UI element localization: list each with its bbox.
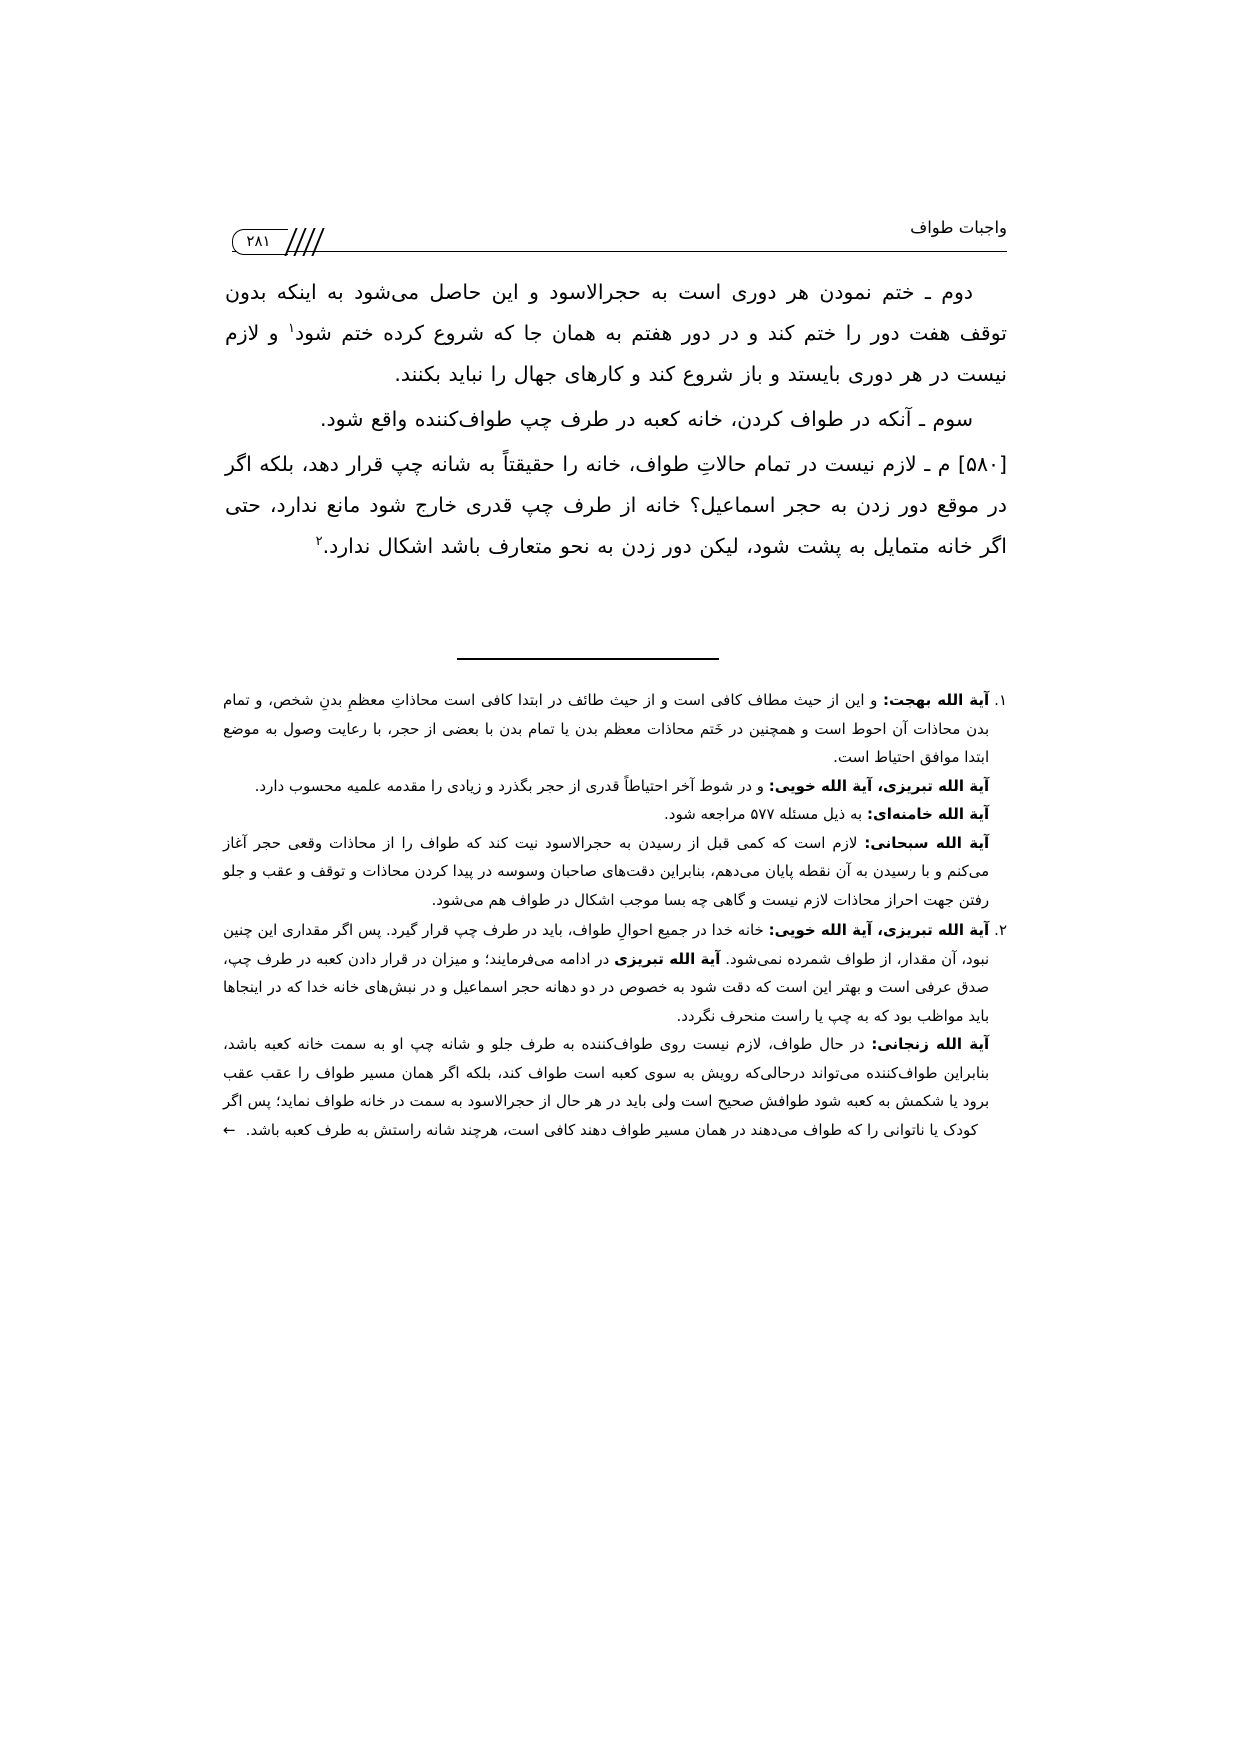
footnote-entry-tabrizi-khoei-2-text-2: در ادامه می‌فرمایند؛ و میزان در قرار دادن کعبه در طرف چپ، صدق عرفی است و بهتر این است که دقت شود به خصوص در دو دهانه حجر اسماعیل و در نبش‌های خانه خدا که در اینجاها باید مواظب بود که به چپ یا راست منحرف نگردد.: [223, 949, 990, 1025]
footnote-entry-bahjat: [223, 686, 989, 772]
footnote-body-1: [223, 686, 989, 914]
authority-name-tabrizi-inline: آیة الله تبریزی: [614, 949, 721, 968]
footnote-marker-2: ۲.: [994, 921, 1007, 939]
footnote-area: [223, 686, 1007, 1146]
authority-name-khamenei: آیة الله خامنه‌ای:: [867, 805, 990, 823]
footnote-entry-bahjat-text: و این از حیث مطاف کافی است و از حیث طائف در ابتدا کافی است محاذاتِ معظمِ بدنِ شخص، و تمام بدن محاذات آن احوط است و همچنین در خَتم محاذات معظم بدن یا تمام بدن با بعضی از حجر، با رعایت وصول به موضع ابتدا موافق احتیاط است.: [223, 691, 990, 766]
footnote-body-2: [223, 916, 989, 1144]
continuation-arrow-icon: ←: [223, 1120, 236, 1139]
footnote-entry-tabrizi-khoei-1: [223, 772, 989, 801]
header-rule: [232, 251, 1007, 252]
paragraph-sevom-text: سوم ـ آنکه در طواف کردن، خانه کعبه در طرف چپ طواف‌کننده واقع شود.: [320, 407, 973, 431]
footnote-ref-1[interactable]: ۱: [287, 321, 295, 337]
authority-name-bahjat: آیة الله بهجت:: [882, 691, 990, 709]
footnote-ref-2[interactable]: ۲: [315, 534, 323, 550]
paragraph-masala-580-text: [۵۸۰] م ـ لازم نیست در تمام حالاتِ طواف، خانه را حقیقتاً به شانه چپ قرار دهد، بلکه اگر در موقع دور زدن به حجر اسماعیل؟ خانه از طرف چپ قدری خارج شود مانع ندارد، حتی اگر خانه متمایل به پشت شود، لیکن دور زدن به نحو متعارف باشد اشکال ندارد.: [225, 452, 1007, 558]
footnote-entry-sobhani: [223, 829, 989, 915]
authority-name-tabrizi-khoei-1: آیة الله تبریزی، آیة الله خویی:: [768, 776, 990, 795]
page-header: [232, 218, 1007, 264]
paragraph-sevom: [225, 399, 1007, 440]
footnote-item-1: [223, 686, 1007, 914]
running-head-title: واجبات طواف: [910, 218, 1007, 237]
footnote-marker-1: ۱.: [994, 691, 1007, 709]
folio-tab: [232, 229, 288, 255]
folio-marker: [232, 228, 328, 256]
authority-name-tabrizi-khoei-2: آیة الله تبریزی، آیة الله خویی:: [768, 921, 990, 939]
footnote-entry-khamenei: [223, 800, 989, 829]
footnote-item-2: [223, 916, 1007, 1144]
footnote-entry-zanjani: [223, 1030, 989, 1144]
footnote-separator: [457, 658, 719, 660]
paragraph-masala-580: [225, 444, 1007, 567]
decorative-slashes-icon: [288, 228, 330, 256]
page-number: ۲۸۱: [246, 231, 271, 250]
footnote-entry-tabrizi-khoei-1-text: و در شوط آخر احتیاطاً قدری از حجر بگذرد و زیادی را مقدمه علمیه محسوب دارد.: [254, 776, 769, 795]
paragraph-dovom: [225, 272, 1007, 395]
footnote-entry-tabrizi-khoei-2-text: خانه خدا در جمیع احوالِ طواف، باید در طرف چپ قرار گیرد. پس اگر مقداری این چنین نبود، آن مقدار، از طواف شمرده نمی‌شود.: [223, 921, 990, 968]
footnote-entry-sobhani-text: لازم است که کمی قبل از رسیدن به حجرالاسود نیت کند که طواف را از محاذات وقعی حجر آغاز می‌کنم و با رسیدن به آن نقطه پایان می‌دهم، بنابراین دقت‌های صاحبان وسوسه در پیدا کردن محاذات و توقف و عقب و جلو رفتن جهت احراز محاذات لازم نیست و گاهی چه بسا موجب اشکال در طواف هم می‌شود.: [223, 833, 990, 909]
authority-name-zanjani: آیة الله زنجانی:: [871, 1035, 990, 1053]
main-body: [225, 272, 1007, 571]
footnote-entry-khamenei-text: به ذیل مسئله ۵۷۷ مراجعه شود.: [664, 805, 867, 823]
authority-name-sobhani: آیة الله سبحانی:: [864, 833, 990, 852]
paragraph-dovom-text-after: و لازم نیست در هر دوری بایستد و باز شروع کند و کارهای جهال را نباید بکنند.: [225, 321, 1007, 386]
footnote-entry-zanjani-text: در حال طواف، لازم نیست روی طواف‌کننده به طرف جلو و شانه چپ او به سمت خانه کعبه باشد، بنابراین طواف‌کننده می‌تواند درحالی‌که رویش به سوی کعبه است طواف کند، بلکه اگر همان مسیر طواف را عقب عقب برود یا شکمش به کعبه شود طوافش صحیح است ولی باید در هر حال از حجرالاسود به سمت در خانه طواف نماید؛ پس اگر کودک یا ناتوانی را که طواف می‌دهند در همان مسیر طواف دهند کافی است، هرچند شانه راستش به طرف کعبه باشد.: [223, 1035, 990, 1139]
footnote-entry-tabrizi-khoei-2: [223, 916, 989, 1030]
paragraph-dovom-text: دوم ـ ختم نمودن هر دوری است به حجرالاسود و این حاصل می‌شود به اینکه بدون توقف هفت دور را ختم کند و در دور هفتم به همان جا که شروع کرده ختم شود: [225, 280, 1007, 345]
